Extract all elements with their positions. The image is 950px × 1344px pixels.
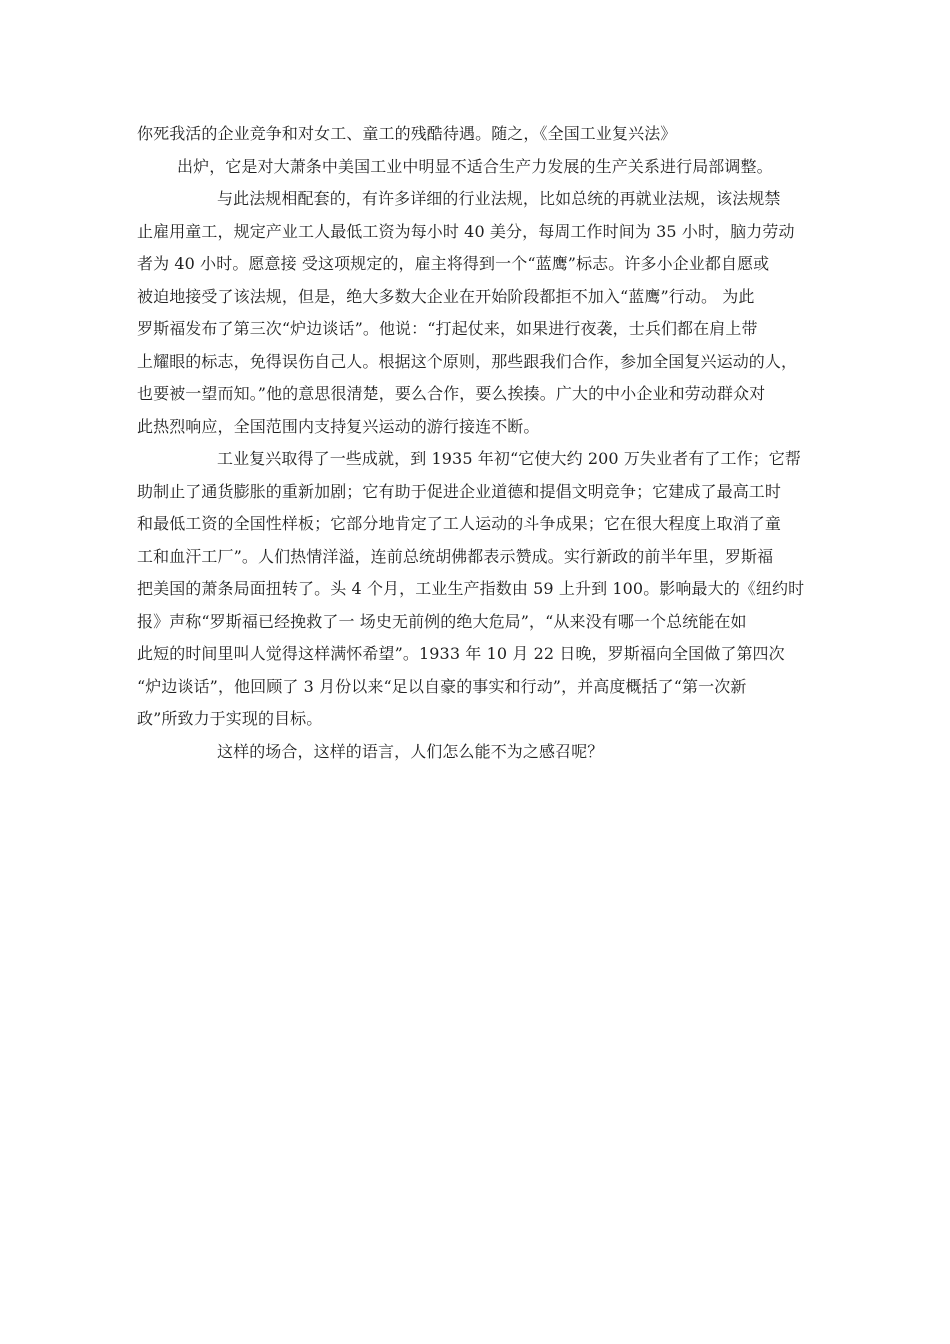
text-line: “炉边谈话”，他回顾了 3 月份以来“足以自豪的事实和行动”，并高度概括了“第一次新	[137, 676, 747, 696]
text-line: 出炉，它是对大萧条中美国工业中明显不适合生产力发展的生产关系进行局部调整。	[177, 156, 773, 176]
text-line: 政”所致力于实现的目标。	[137, 709, 323, 728]
text-line: 也要被一望而知。”他的意思很清楚，要么合作，要么挨揍。广大的中小企业和劳动群众对	[137, 384, 766, 403]
text-line: 工业复兴取得了一些成就，到 1935 年初“它使大约 200 万失业者有了工作；它帮	[217, 449, 801, 468]
text-line: 止雇用童工，规定产业工人最低工资为每小时 40 美分，每周工作时间为 35 小时，脑力劳动	[137, 221, 795, 241]
text-line: 罗斯福发布了第三次“炉边谈话”。他说：“打起仗来，如果进行夜袭，士兵们都在肩上带	[137, 319, 758, 338]
text-line: 你死我活的企业竞争和对女工、童工的残酷待遇。随之，《全国工业复兴法》	[137, 124, 677, 143]
text-line: 和最低工资的全国性样板；它部分地肯定了工人运动的斗争成果；它在很大程度上取消了童	[137, 514, 782, 533]
text-line: 此短的时间里叫人觉得这样满怀希望”。1933 年 10 月 22 日晚，罗斯福向全国做了第四次	[137, 644, 785, 663]
paragraph-3	[137, 183, 823, 443]
paragraph-5	[137, 736, 823, 769]
text-line: 者为 40 小时。愿意接 受这项规定的，雇主将得到一个“蓝鹰”标志。许多小企业都自愿或	[137, 254, 770, 273]
text-line: 被迫地接受了该法规，但是，绝大多数大企业在开始阶段都拒不加入“蓝鹰”行动。 为此	[137, 286, 755, 306]
text-line: 工和血汗工厂”。人们热情洋溢，连前总统胡佛都表示赞成。实行新政的前半年里，罗斯福	[137, 546, 774, 566]
document-body	[137, 118, 823, 768]
text-line: 上耀眼的标志，免得误伤自己人。根据这个原则，那些跟我们合作，参加全国复兴运动的人，	[137, 351, 798, 371]
text-line: 这样的场合，这样的语言，人们怎么能不为之感召呢？	[217, 741, 604, 761]
text-line: 助制止了通货膨胀的重新加剧；它有助于促进企业道德和提倡文明竞争；它建成了最高工时	[137, 481, 782, 501]
paragraph-1	[137, 118, 823, 151]
text-line: 把美国的萧条局面扭转了。头 4 个月，工业生产指数由 59 上升到 100。影响最大的《纽约时	[137, 579, 805, 598]
text-line: 此热烈响应，全国范围内支持复兴运动的游行接连不断。	[137, 416, 540, 436]
paragraph-2	[137, 151, 823, 184]
paragraph-4	[137, 443, 823, 736]
text-line: 报》声称“罗斯福已经挽救了一 场史无前例的绝大危局”，“从来没有哪一个总统能在如	[137, 611, 747, 631]
text-line: 与此法规相配套的，有许多详细的行业法规，比如总统的再就业法规，该法规禁	[217, 189, 781, 208]
